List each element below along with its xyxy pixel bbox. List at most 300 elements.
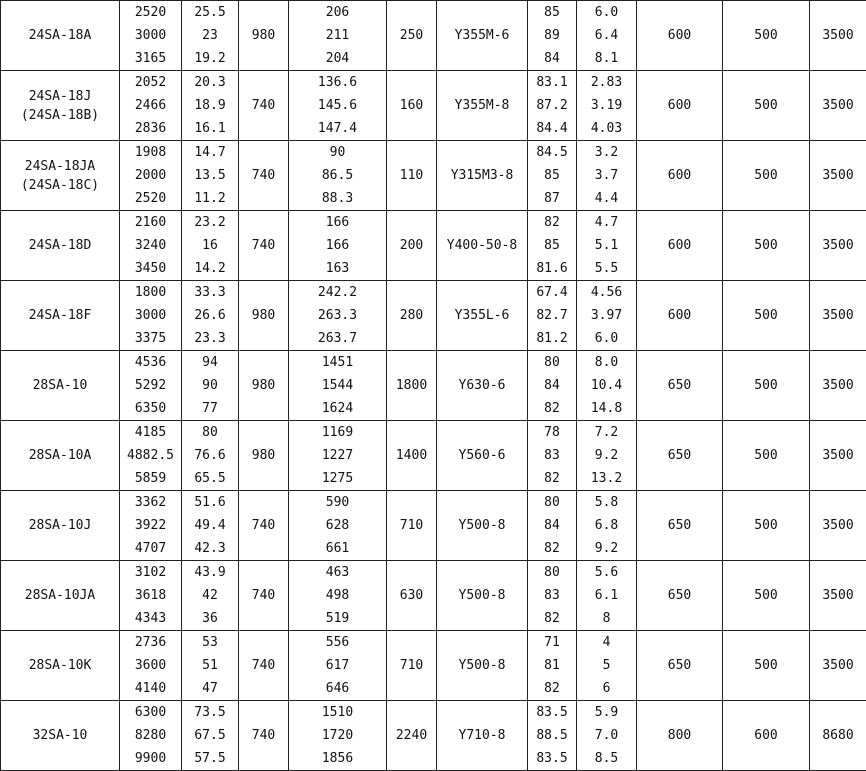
flow-cell-value: 6300: [120, 701, 181, 724]
efficiency-cell: [528, 71, 577, 141]
head-cell-value: 77: [182, 397, 238, 420]
model-cell: [1, 1, 120, 71]
shaft-power-cell-value: 163: [289, 257, 386, 280]
flow-cell-value: 3000: [120, 304, 181, 327]
weight-cell: 3500: [810, 631, 866, 701]
inlet-diameter-cell: 650: [637, 421, 723, 491]
head-cell-value: 67.5: [182, 724, 238, 747]
efficiency-cell-value: 82: [528, 677, 576, 700]
shaft-power-cell-value: 463: [289, 561, 386, 584]
table-row: [1, 351, 866, 421]
speed-cell: 740: [239, 701, 289, 771]
efficiency-cell-value: 82: [528, 467, 576, 490]
efficiency-cell-value: 80: [528, 561, 576, 584]
head-cell-value: 73.5: [182, 701, 238, 724]
weight-cell: 3500: [810, 351, 866, 421]
speed-cell: 740: [239, 211, 289, 281]
flow-cell-value: 2466: [120, 94, 181, 117]
efficiency-cell: [528, 421, 577, 491]
npsh-cell-value: 13.2: [577, 467, 636, 490]
flow-cell-value: 9900: [120, 747, 181, 770]
table-row: [1, 421, 866, 491]
flow-cell-value: 3240: [120, 234, 181, 257]
model-name: 24SA-18F: [1, 308, 119, 323]
flow-cell: [120, 491, 182, 561]
model-name: 24SA-18J: [1, 89, 119, 104]
inlet-diameter-cell: 650: [637, 491, 723, 561]
efficiency-cell: [528, 491, 577, 561]
head-cell-value: 94: [182, 351, 238, 374]
flow-cell: [120, 351, 182, 421]
efficiency-cell-value: 84.4: [528, 117, 576, 140]
head-cell-value: 57.5: [182, 747, 238, 770]
npsh-cell-value: 10.4: [577, 374, 636, 397]
flow-cell-value: 2736: [120, 631, 181, 654]
model-alt-name: (24SA-18C): [1, 178, 119, 193]
npsh-cell: [577, 281, 637, 351]
shaft-power-cell-value: 1275: [289, 467, 386, 490]
head-cell-value: 42.3: [182, 537, 238, 560]
speed-cell: 980: [239, 421, 289, 491]
npsh-cell-value: 4: [577, 631, 636, 654]
table-row: [1, 211, 866, 281]
flow-cell-value: 4882.5: [120, 444, 181, 467]
shaft-power-cell-value: 628: [289, 514, 386, 537]
npsh-cell-value: 8.0: [577, 351, 636, 374]
flow-cell-value: 4185: [120, 421, 181, 444]
head-cell: [182, 491, 239, 561]
npsh-cell: [577, 1, 637, 71]
outlet-diameter-cell: 500: [723, 1, 810, 71]
head-cell-value: 14.7: [182, 141, 238, 164]
efficiency-cell-value: 80: [528, 491, 576, 514]
efficiency-cell-value: 82: [528, 211, 576, 234]
npsh-cell-value: 7.0: [577, 724, 636, 747]
head-cell-value: 16: [182, 234, 238, 257]
model-name: 32SA-10: [1, 728, 119, 743]
flow-cell-value: 5859: [120, 467, 181, 490]
motor-model-cell: Y315M3-8: [437, 141, 528, 211]
motor-power-cell: 630: [387, 561, 437, 631]
head-cell: [182, 141, 239, 211]
inlet-diameter-cell: 600: [637, 141, 723, 211]
flow-cell-value: 4536: [120, 351, 181, 374]
table-row: [1, 701, 866, 771]
npsh-cell: [577, 351, 637, 421]
model-name: 28SA-10A: [1, 448, 119, 463]
efficiency-cell-value: 83.5: [528, 701, 576, 724]
flow-cell-value: 3362: [120, 491, 181, 514]
head-cell-value: 11.2: [182, 187, 238, 210]
model-cell: [1, 491, 120, 561]
table-row: [1, 71, 866, 141]
flow-cell-value: 2000: [120, 164, 181, 187]
head-cell-value: 25.5: [182, 1, 238, 24]
table-row: [1, 491, 866, 561]
head-cell-value: 43.9: [182, 561, 238, 584]
head-cell-value: 19.2: [182, 47, 238, 70]
efficiency-cell-value: 82.7: [528, 304, 576, 327]
shaft-power-cell-value: 1624: [289, 397, 386, 420]
motor-model-cell: Y355M-6: [437, 1, 528, 71]
efficiency-cell-value: 82: [528, 537, 576, 560]
model-name: 28SA-10K: [1, 658, 119, 673]
head-cell-value: 51.6: [182, 491, 238, 514]
model-name: 24SA-18D: [1, 238, 119, 253]
flow-cell-value: 6350: [120, 397, 181, 420]
motor-power-cell: 160: [387, 71, 437, 141]
flow-cell-value: 1908: [120, 141, 181, 164]
shaft-power-cell-value: 1227: [289, 444, 386, 467]
weight-cell: 8680: [810, 701, 866, 771]
outlet-diameter-cell: 500: [723, 491, 810, 561]
weight-cell: 3500: [810, 491, 866, 561]
efficiency-cell-value: 84: [528, 374, 576, 397]
head-cell-value: 23.2: [182, 211, 238, 234]
model-cell: [1, 141, 120, 211]
head-cell: [182, 71, 239, 141]
npsh-cell-value: 5: [577, 654, 636, 677]
shaft-power-cell-value: 211: [289, 24, 386, 47]
model-cell: [1, 211, 120, 281]
efficiency-cell-value: 82: [528, 397, 576, 420]
efficiency-cell: [528, 631, 577, 701]
outlet-diameter-cell: 500: [723, 71, 810, 141]
flow-cell: [120, 211, 182, 281]
shaft-power-cell: [289, 491, 387, 561]
head-cell-value: 26.6: [182, 304, 238, 327]
npsh-cell-value: 5.9: [577, 701, 636, 724]
head-cell-value: 76.6: [182, 444, 238, 467]
head-cell: [182, 1, 239, 71]
efficiency-cell-value: 83.5: [528, 747, 576, 770]
npsh-cell-value: 3.2: [577, 141, 636, 164]
head-cell-value: 13.5: [182, 164, 238, 187]
efficiency-cell-value: 81.6: [528, 257, 576, 280]
npsh-cell: [577, 491, 637, 561]
shaft-power-cell-value: 88.3: [289, 187, 386, 210]
table-body: [1, 1, 866, 771]
motor-power-cell: 1400: [387, 421, 437, 491]
shaft-power-cell: [289, 141, 387, 211]
efficiency-cell-value: 84.5: [528, 141, 576, 164]
head-cell-value: 42: [182, 584, 238, 607]
outlet-diameter-cell: 500: [723, 211, 810, 281]
outlet-diameter-cell: 500: [723, 421, 810, 491]
table-row: [1, 1, 866, 71]
head-cell-value: 23: [182, 24, 238, 47]
shaft-power-cell-value: 263.7: [289, 327, 386, 350]
head-cell: [182, 351, 239, 421]
model-cell: [1, 631, 120, 701]
shaft-power-cell: [289, 351, 387, 421]
flow-cell-value: 3450: [120, 257, 181, 280]
efficiency-cell-value: 87.2: [528, 94, 576, 117]
table-row: [1, 281, 866, 351]
flow-cell: [120, 631, 182, 701]
head-cell-value: 14.2: [182, 257, 238, 280]
efficiency-cell: [528, 141, 577, 211]
motor-power-cell: 250: [387, 1, 437, 71]
motor-model-cell: Y500-8: [437, 561, 528, 631]
npsh-cell-value: 9.2: [577, 537, 636, 560]
flow-cell-value: 3618: [120, 584, 181, 607]
shaft-power-cell-value: 147.4: [289, 117, 386, 140]
npsh-cell-value: 8.5: [577, 747, 636, 770]
npsh-cell-value: 3.97: [577, 304, 636, 327]
shaft-power-cell-value: 86.5: [289, 164, 386, 187]
motor-power-cell: 200: [387, 211, 437, 281]
efficiency-cell-value: 85: [528, 164, 576, 187]
shaft-power-cell-value: 661: [289, 537, 386, 560]
shaft-power-cell-value: 556: [289, 631, 386, 654]
efficiency-cell-value: 67.4: [528, 281, 576, 304]
flow-cell: [120, 141, 182, 211]
weight-cell: 3500: [810, 71, 866, 141]
model-name: 24SA-18A: [1, 28, 119, 43]
shaft-power-cell-value: 145.6: [289, 94, 386, 117]
efficiency-cell-value: 85: [528, 1, 576, 24]
motor-model-cell: Y630-6: [437, 351, 528, 421]
head-cell-value: 47: [182, 677, 238, 700]
efficiency-cell: [528, 1, 577, 71]
head-cell-value: 51: [182, 654, 238, 677]
npsh-cell-value: 4.56: [577, 281, 636, 304]
shaft-power-cell-value: 498: [289, 584, 386, 607]
outlet-diameter-cell: 500: [723, 141, 810, 211]
npsh-cell-value: 4.4: [577, 187, 636, 210]
motor-power-cell: 2240: [387, 701, 437, 771]
model-cell: [1, 71, 120, 141]
shaft-power-cell: [289, 561, 387, 631]
flow-cell-value: 5292: [120, 374, 181, 397]
speed-cell: 980: [239, 281, 289, 351]
motor-power-cell: 710: [387, 491, 437, 561]
outlet-diameter-cell: 600: [723, 701, 810, 771]
flow-cell-value: 3165: [120, 47, 181, 70]
model-cell: [1, 421, 120, 491]
npsh-cell: [577, 211, 637, 281]
flow-cell: [120, 701, 182, 771]
model-cell: [1, 281, 120, 351]
efficiency-cell-value: 78: [528, 421, 576, 444]
shaft-power-cell-value: 90: [289, 141, 386, 164]
flow-cell-value: 2160: [120, 211, 181, 234]
head-cell-value: 53: [182, 631, 238, 654]
efficiency-cell-value: 83: [528, 584, 576, 607]
head-cell-value: 36: [182, 607, 238, 630]
npsh-cell-value: 6.4: [577, 24, 636, 47]
shaft-power-cell: [289, 1, 387, 71]
head-cell: [182, 561, 239, 631]
head-cell-value: 49.4: [182, 514, 238, 537]
npsh-cell: [577, 561, 637, 631]
shaft-power-cell-value: 617: [289, 654, 386, 677]
table-row: [1, 141, 866, 211]
efficiency-cell-value: 84: [528, 514, 576, 537]
shaft-power-cell: [289, 421, 387, 491]
model-alt-name: (24SA-18B): [1, 108, 119, 123]
table-row: [1, 631, 866, 701]
flow-cell: [120, 1, 182, 71]
npsh-cell-value: 7.2: [577, 421, 636, 444]
weight-cell: 3500: [810, 211, 866, 281]
motor-power-cell: 280: [387, 281, 437, 351]
flow-cell: [120, 281, 182, 351]
head-cell: [182, 421, 239, 491]
efficiency-cell: [528, 351, 577, 421]
speed-cell: 980: [239, 351, 289, 421]
efficiency-cell-value: 71: [528, 631, 576, 654]
weight-cell: 3500: [810, 281, 866, 351]
flow-cell-value: 2836: [120, 117, 181, 140]
shaft-power-cell-value: 166: [289, 211, 386, 234]
efficiency-cell-value: 88.5: [528, 724, 576, 747]
head-cell-value: 33.3: [182, 281, 238, 304]
npsh-cell-value: 9.2: [577, 444, 636, 467]
head-cell-value: 90: [182, 374, 238, 397]
npsh-cell-value: 5.5: [577, 257, 636, 280]
model-name: 28SA-10J: [1, 518, 119, 533]
inlet-diameter-cell: 650: [637, 631, 723, 701]
efficiency-cell-value: 89: [528, 24, 576, 47]
npsh-cell-value: 3.7: [577, 164, 636, 187]
head-cell-value: 65.5: [182, 467, 238, 490]
table-row: [1, 561, 866, 631]
model-name: 28SA-10: [1, 378, 119, 393]
inlet-diameter-cell: 650: [637, 351, 723, 421]
efficiency-cell-value: 83: [528, 444, 576, 467]
head-cell: [182, 211, 239, 281]
npsh-cell-value: 4.03: [577, 117, 636, 140]
motor-model-cell: Y355M-8: [437, 71, 528, 141]
npsh-cell-value: 3.19: [577, 94, 636, 117]
inlet-diameter-cell: 600: [637, 281, 723, 351]
outlet-diameter-cell: 500: [723, 351, 810, 421]
flow-cell-value: 2520: [120, 187, 181, 210]
flow-cell-value: 3375: [120, 327, 181, 350]
inlet-diameter-cell: 600: [637, 1, 723, 71]
flow-cell-value: 3922: [120, 514, 181, 537]
efficiency-cell-value: 87: [528, 187, 576, 210]
shaft-power-cell-value: 204: [289, 47, 386, 70]
shaft-power-cell: [289, 281, 387, 351]
shaft-power-cell: [289, 701, 387, 771]
npsh-cell-value: 5.1: [577, 234, 636, 257]
motor-model-cell: Y560-6: [437, 421, 528, 491]
speed-cell: 740: [239, 71, 289, 141]
npsh-cell-value: 6.0: [577, 1, 636, 24]
efficiency-cell: [528, 701, 577, 771]
motor-model-cell: Y500-8: [437, 491, 528, 561]
shaft-power-cell: [289, 211, 387, 281]
model-cell: [1, 561, 120, 631]
flow-cell-value: 4140: [120, 677, 181, 700]
flow-cell: [120, 71, 182, 141]
flow-cell-value: 2052: [120, 71, 181, 94]
shaft-power-cell-value: 136.6: [289, 71, 386, 94]
shaft-power-cell-value: 1169: [289, 421, 386, 444]
speed-cell: 980: [239, 1, 289, 71]
npsh-cell: [577, 421, 637, 491]
outlet-diameter-cell: 500: [723, 561, 810, 631]
npsh-cell-value: 5.6: [577, 561, 636, 584]
shaft-power-cell: [289, 631, 387, 701]
npsh-cell: [577, 141, 637, 211]
npsh-cell-value: 2.83: [577, 71, 636, 94]
weight-cell: 3500: [810, 1, 866, 71]
npsh-cell-value: 5.8: [577, 491, 636, 514]
shaft-power-cell-value: 1510: [289, 701, 386, 724]
shaft-power-cell-value: 1856: [289, 747, 386, 770]
flow-cell-value: 1800: [120, 281, 181, 304]
speed-cell: 740: [239, 561, 289, 631]
efficiency-cell-value: 81: [528, 654, 576, 677]
outlet-diameter-cell: 500: [723, 281, 810, 351]
efficiency-cell-value: 82: [528, 607, 576, 630]
shaft-power-cell-value: 1451: [289, 351, 386, 374]
flow-cell-value: 4707: [120, 537, 181, 560]
flow-cell-value: 3000: [120, 24, 181, 47]
npsh-cell-value: 8.1: [577, 47, 636, 70]
motor-power-cell: 710: [387, 631, 437, 701]
shaft-power-cell-value: 206: [289, 1, 386, 24]
npsh-cell: [577, 631, 637, 701]
npsh-cell-value: 8: [577, 607, 636, 630]
head-cell-value: 16.1: [182, 117, 238, 140]
efficiency-cell: [528, 281, 577, 351]
model-name: 24SA-18JA: [1, 159, 119, 174]
model-cell: [1, 351, 120, 421]
shaft-power-cell-value: 1720: [289, 724, 386, 747]
npsh-cell-value: 14.8: [577, 397, 636, 420]
outlet-diameter-cell: 500: [723, 631, 810, 701]
npsh-cell-value: 6.0: [577, 327, 636, 350]
shaft-power-cell-value: 519: [289, 607, 386, 630]
efficiency-cell-value: 85: [528, 234, 576, 257]
npsh-cell-value: 6.8: [577, 514, 636, 537]
model-name: 28SA-10JA: [1, 588, 119, 603]
efficiency-cell-value: 84: [528, 47, 576, 70]
flow-cell: [120, 421, 182, 491]
efficiency-cell: [528, 211, 577, 281]
shaft-power-cell-value: 590: [289, 491, 386, 514]
npsh-cell-value: 6: [577, 677, 636, 700]
npsh-cell: [577, 701, 637, 771]
head-cell: [182, 281, 239, 351]
shaft-power-cell-value: 242.2: [289, 281, 386, 304]
motor-power-cell: 1800: [387, 351, 437, 421]
motor-model-cell: Y400-50-8: [437, 211, 528, 281]
head-cell-value: 20.3: [182, 71, 238, 94]
flow-cell-value: 4343: [120, 607, 181, 630]
npsh-cell-value: 6.1: [577, 584, 636, 607]
flow-cell-value: 2520: [120, 1, 181, 24]
motor-model-cell: Y710-8: [437, 701, 528, 771]
speed-cell: 740: [239, 631, 289, 701]
efficiency-cell-value: 80: [528, 351, 576, 374]
head-cell: [182, 631, 239, 701]
motor-model-cell: Y500-8: [437, 631, 528, 701]
weight-cell: 3500: [810, 141, 866, 211]
shaft-power-cell-value: 263.3: [289, 304, 386, 327]
flow-cell-value: 3600: [120, 654, 181, 677]
head-cell-value: 23.3: [182, 327, 238, 350]
npsh-cell: [577, 71, 637, 141]
weight-cell: 3500: [810, 421, 866, 491]
flow-cell: [120, 561, 182, 631]
head-cell: [182, 701, 239, 771]
